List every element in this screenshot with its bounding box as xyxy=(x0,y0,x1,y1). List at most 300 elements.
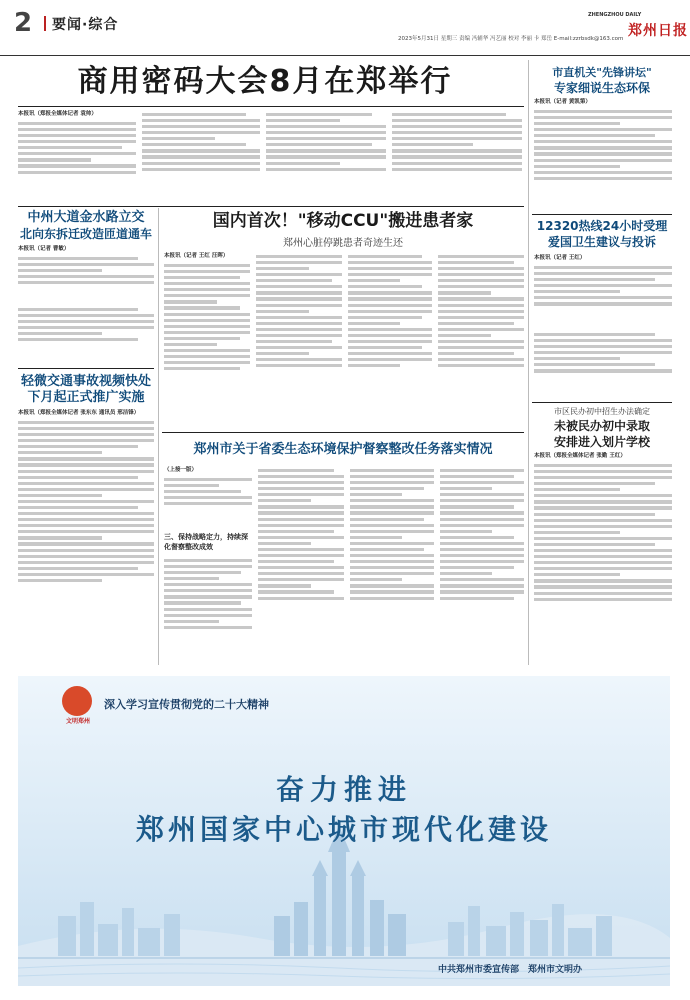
text-line xyxy=(534,488,620,491)
text-line xyxy=(534,579,672,582)
text-line xyxy=(534,266,672,269)
text-line xyxy=(534,284,672,287)
text-line xyxy=(256,334,342,337)
text-line xyxy=(142,162,260,165)
right-article1-lead: 本报讯（记者 黄凯第） xyxy=(534,99,591,105)
text-line xyxy=(258,590,334,593)
left-article2-lead: 本报讯（郑报全媒体记者 张东东 通讯员 邢洁锋） xyxy=(18,410,140,416)
text-line xyxy=(438,340,524,343)
text-line xyxy=(440,530,492,533)
text-line xyxy=(534,598,672,601)
text-line xyxy=(350,566,434,569)
text-line xyxy=(438,279,524,282)
text-line xyxy=(440,548,524,551)
text-line xyxy=(258,597,344,600)
text-line xyxy=(164,478,252,481)
text-line xyxy=(534,549,672,552)
text-line xyxy=(392,119,522,122)
left-article1-lead: 本报讯（记者 曹敏） xyxy=(18,246,70,252)
text-line xyxy=(18,146,122,149)
text-line xyxy=(534,470,672,473)
text-line xyxy=(534,537,672,540)
text-line xyxy=(392,155,522,158)
text-line xyxy=(348,310,432,313)
text-line xyxy=(164,601,241,604)
text-line xyxy=(350,548,424,551)
text-line xyxy=(258,554,344,557)
text-line xyxy=(18,433,154,436)
text-line xyxy=(256,261,342,264)
text-line xyxy=(164,595,252,598)
banner-slogan-line2: 郑州国家中心城市现代化建设 xyxy=(135,813,552,846)
text-line xyxy=(350,518,424,521)
right-article2-body-2 xyxy=(534,330,672,400)
left-article1-body xyxy=(18,245,154,303)
main-headline: 商用密码大会8月在郑举行 xyxy=(77,64,453,99)
text-line xyxy=(256,316,342,319)
text-line xyxy=(164,484,219,487)
column-separator xyxy=(158,208,159,665)
text-line xyxy=(18,470,154,473)
text-line xyxy=(258,566,344,569)
pinyin-name: ZHENGZHOU DAILY xyxy=(588,12,642,18)
text-line xyxy=(164,313,250,316)
text-line xyxy=(256,352,309,355)
text-line xyxy=(534,171,672,174)
masthead xyxy=(0,0,690,56)
text-line xyxy=(438,261,514,264)
text-line xyxy=(256,297,342,300)
text-line xyxy=(534,357,620,360)
banner-tagline: 深入学习宣传贯彻党的二十大精神 xyxy=(104,698,269,711)
text-line xyxy=(18,427,154,430)
text-line xyxy=(534,369,672,372)
text-line xyxy=(142,113,246,116)
text-line xyxy=(534,592,672,595)
text-line xyxy=(18,171,136,174)
text-line xyxy=(350,475,434,478)
text-line xyxy=(164,577,219,580)
text-line xyxy=(18,128,136,131)
text-line xyxy=(18,488,154,491)
text-line xyxy=(438,304,524,307)
text-line xyxy=(164,337,240,340)
text-line xyxy=(18,549,154,552)
text-line xyxy=(258,578,344,581)
main-article-col-2 xyxy=(142,110,260,202)
text-line xyxy=(438,267,524,270)
text-line xyxy=(256,285,342,288)
text-line xyxy=(18,263,154,266)
text-line xyxy=(18,457,154,460)
text-line xyxy=(438,285,524,288)
text-line xyxy=(438,255,524,258)
text-line xyxy=(258,518,344,521)
text-line xyxy=(392,143,473,146)
text-line xyxy=(256,346,342,349)
text-line xyxy=(534,494,672,497)
left-article1-body-2 xyxy=(18,305,154,365)
text-line xyxy=(18,573,154,576)
text-line xyxy=(534,543,655,546)
center-feature-col-2 xyxy=(256,252,342,428)
text-line xyxy=(266,131,386,134)
text-line xyxy=(164,282,250,285)
text-line xyxy=(164,367,240,370)
text-line xyxy=(440,560,524,563)
text-line xyxy=(350,542,434,545)
text-line xyxy=(534,573,620,576)
text-line xyxy=(534,122,620,125)
center-feature-col-3 xyxy=(348,252,432,428)
text-line xyxy=(18,476,138,479)
text-line xyxy=(438,358,524,361)
text-line xyxy=(440,475,514,478)
text-line xyxy=(258,548,344,551)
text-line xyxy=(142,131,260,134)
text-line xyxy=(18,140,136,143)
text-line xyxy=(348,279,400,282)
text-line xyxy=(440,590,524,593)
text-line xyxy=(348,328,432,331)
text-line xyxy=(164,325,250,328)
text-line xyxy=(18,512,154,515)
text-line xyxy=(392,149,522,152)
text-line xyxy=(534,110,672,113)
text-line xyxy=(266,137,386,140)
center-article2-col-3 xyxy=(350,466,434,664)
text-line xyxy=(350,487,424,490)
text-line xyxy=(348,352,432,355)
main-article-col-1 xyxy=(18,110,136,202)
text-line xyxy=(256,364,342,367)
text-line xyxy=(18,536,102,539)
text-line xyxy=(164,331,250,334)
page-number: 2 xyxy=(14,8,33,38)
text-line xyxy=(348,267,432,270)
text-line xyxy=(266,125,386,128)
text-line xyxy=(266,113,372,116)
text-line xyxy=(350,560,434,563)
text-line xyxy=(392,168,522,171)
right-article3-lead: 本报讯（郑报全媒体记者 张勤 王红） xyxy=(534,453,626,459)
text-line xyxy=(348,304,432,307)
text-line xyxy=(142,119,260,122)
text-line xyxy=(438,273,524,276)
center-feature-headline: 国内首次！"移动CCU"搬进患者家 xyxy=(212,211,474,231)
text-line xyxy=(142,125,260,128)
text-line xyxy=(18,421,154,424)
text-line xyxy=(534,177,672,180)
text-line xyxy=(348,261,432,264)
text-line xyxy=(348,316,422,319)
text-line xyxy=(258,542,311,545)
text-line xyxy=(440,493,524,496)
text-line xyxy=(350,590,434,593)
text-line xyxy=(258,499,311,502)
text-line xyxy=(164,306,240,309)
text-line xyxy=(18,463,154,466)
text-line xyxy=(350,511,434,514)
column-separator xyxy=(528,60,529,665)
text-line xyxy=(266,168,386,171)
text-line xyxy=(164,559,252,562)
text-line xyxy=(258,469,334,472)
text-line xyxy=(164,343,217,346)
text-line xyxy=(256,358,342,361)
right-article2-body xyxy=(534,254,672,330)
text-line xyxy=(348,340,432,343)
text-line xyxy=(164,571,241,574)
center-article2-col-1a xyxy=(164,466,252,530)
center-feature-subtitle: 郑州心脏停跳患者奇迹生还 xyxy=(283,238,403,249)
text-line xyxy=(392,131,522,134)
text-line xyxy=(164,276,240,279)
center-feature-col-4 xyxy=(438,252,524,428)
text-line xyxy=(350,524,434,527)
text-line xyxy=(534,272,672,275)
text-line xyxy=(164,319,250,322)
main-article-col-4 xyxy=(392,110,522,202)
page-name: 要闻·综合 xyxy=(52,14,118,34)
text-line xyxy=(18,579,102,582)
center-article2-section-heading: 三、保持战略定力，持续深化督察整改成效 xyxy=(164,533,248,551)
text-line xyxy=(266,162,340,165)
text-line xyxy=(164,270,250,273)
text-line xyxy=(350,536,402,539)
right-article2-title-1: 12320热线24小时受理 xyxy=(536,219,668,233)
text-line xyxy=(348,358,432,361)
text-line xyxy=(164,565,252,568)
text-line xyxy=(266,155,386,158)
text-line xyxy=(256,328,342,331)
text-line xyxy=(18,314,154,317)
text-line xyxy=(534,567,672,570)
text-line xyxy=(164,294,250,297)
text-line xyxy=(534,152,672,155)
text-line xyxy=(164,608,252,611)
center-article2-headline: 郑州市关于省委生态环境保护督察整改任务落实情况 xyxy=(193,442,493,457)
text-line xyxy=(348,297,432,300)
divider xyxy=(162,432,524,433)
text-line xyxy=(18,439,154,442)
text-line xyxy=(18,332,102,335)
right-article3-kicker: 市区民办初中招生办法确定 xyxy=(554,407,650,416)
text-line xyxy=(440,572,492,575)
right-article2-title-2: 爱国卫生建议与投诉 xyxy=(547,235,656,249)
text-line xyxy=(348,334,432,337)
text-line xyxy=(18,275,154,278)
banner-slogan-line1: 奋力推进 xyxy=(275,773,412,806)
text-line xyxy=(18,567,138,570)
text-line xyxy=(18,482,154,485)
newspaper-logo: 郑州日报 xyxy=(628,23,688,39)
text-line xyxy=(256,310,309,313)
text-line xyxy=(534,302,672,305)
text-line xyxy=(258,536,344,539)
text-line xyxy=(18,308,138,311)
text-line xyxy=(164,355,250,358)
text-line xyxy=(348,285,422,288)
text-line xyxy=(348,322,400,325)
text-line xyxy=(350,493,402,496)
text-line xyxy=(18,152,136,155)
text-line xyxy=(258,560,334,563)
text-line xyxy=(392,125,522,128)
text-line xyxy=(258,493,344,496)
text-line xyxy=(534,290,620,293)
text-line xyxy=(18,530,154,533)
text-line xyxy=(256,304,342,307)
text-line xyxy=(440,487,492,490)
text-line xyxy=(18,158,91,161)
text-line xyxy=(350,499,434,502)
left-article2-body xyxy=(18,409,154,665)
text-line xyxy=(440,542,524,545)
text-line xyxy=(258,487,344,490)
text-line xyxy=(440,469,524,472)
text-line xyxy=(18,542,154,545)
text-line xyxy=(18,326,154,329)
text-line xyxy=(348,364,400,367)
text-line xyxy=(534,339,672,342)
text-line xyxy=(18,500,154,503)
center-article2-col-4 xyxy=(440,466,524,664)
text-line xyxy=(534,555,672,558)
text-line xyxy=(18,506,138,509)
text-line xyxy=(534,165,620,168)
date-line: 2023年5月31日 星期三 责编 冯辅华 冯艺丽 校对 李丽 卡 郑岳 E-mail:zzrbsdk@163.com xyxy=(398,36,624,42)
text-line xyxy=(534,585,672,588)
text-line xyxy=(534,333,655,336)
text-line xyxy=(256,255,342,258)
text-line xyxy=(348,273,432,276)
text-line xyxy=(350,584,434,587)
text-line xyxy=(18,269,102,272)
text-line xyxy=(258,584,311,587)
text-line xyxy=(438,346,524,349)
text-line xyxy=(440,584,524,587)
text-line xyxy=(534,140,672,143)
text-line xyxy=(256,322,342,325)
text-line xyxy=(266,149,386,152)
text-line xyxy=(18,164,136,167)
text-line xyxy=(534,525,672,528)
text-line xyxy=(142,149,260,152)
text-line xyxy=(348,346,422,349)
text-line xyxy=(348,291,432,294)
text-line xyxy=(350,578,402,581)
text-line xyxy=(534,506,672,509)
text-line xyxy=(438,364,524,367)
text-line xyxy=(258,572,344,575)
text-line xyxy=(164,614,252,617)
text-line xyxy=(438,334,491,337)
center-article2-col-1b xyxy=(164,556,252,664)
public-service-banner xyxy=(18,676,670,986)
divider xyxy=(532,214,672,215)
text-line xyxy=(164,502,252,505)
text-line xyxy=(18,524,154,527)
text-line xyxy=(438,310,524,313)
text-line xyxy=(164,349,250,352)
text-line xyxy=(438,328,524,331)
text-line xyxy=(18,338,138,341)
text-line xyxy=(18,122,136,125)
left-article1-title-1: 中州大道金水路立交 xyxy=(27,210,145,225)
text-line xyxy=(534,146,672,149)
text-line xyxy=(256,291,342,294)
text-line xyxy=(534,278,655,281)
left-article2-title-2: 下月起正式推广实施 xyxy=(27,390,145,405)
text-line xyxy=(142,168,260,171)
main-article-lead: 本报讯（郑报全媒体记者 袁帅） xyxy=(18,111,97,117)
text-line xyxy=(534,519,672,522)
text-line xyxy=(440,518,524,521)
text-line xyxy=(18,134,136,137)
text-line xyxy=(18,494,102,497)
text-line xyxy=(438,297,524,300)
text-line xyxy=(18,555,154,558)
text-line xyxy=(258,511,344,514)
center-article2-lead: （上接一版） xyxy=(164,467,198,473)
text-line xyxy=(18,320,154,323)
text-line xyxy=(440,524,524,527)
text-line xyxy=(534,128,672,131)
text-line xyxy=(164,620,219,623)
text-line xyxy=(258,505,344,508)
text-line xyxy=(164,626,252,629)
left-article1-title-2: 北向东拆迁改造匝道通车 xyxy=(19,227,152,241)
text-line xyxy=(350,554,434,557)
text-line xyxy=(164,490,241,493)
text-line xyxy=(142,155,260,158)
text-line xyxy=(438,352,514,355)
text-line xyxy=(534,159,672,162)
text-line xyxy=(534,464,672,467)
civilization-badge-label: 文明郑州 xyxy=(65,718,90,725)
text-line xyxy=(534,363,655,366)
text-line xyxy=(392,137,522,140)
text-line xyxy=(350,469,434,472)
text-line xyxy=(350,530,434,533)
text-line xyxy=(534,116,672,119)
text-line xyxy=(438,291,491,294)
right-article3-title-2: 安排进入划片学校 xyxy=(553,435,650,449)
right-article1-title: 专家细说生态环保 xyxy=(553,81,650,95)
text-line xyxy=(440,505,514,508)
right-article1-body xyxy=(534,98,672,218)
text-line xyxy=(534,482,655,485)
text-line xyxy=(392,113,506,116)
text-line xyxy=(164,589,252,592)
text-line xyxy=(440,597,514,600)
divider xyxy=(532,402,672,403)
text-line xyxy=(266,143,372,146)
text-line xyxy=(440,536,514,539)
text-line xyxy=(534,351,672,354)
text-line xyxy=(258,475,344,478)
text-line xyxy=(350,481,434,484)
text-line xyxy=(534,531,620,534)
right-article2-lead: 本报讯（记者 王红） xyxy=(534,255,586,261)
text-line xyxy=(440,566,514,569)
text-line xyxy=(440,511,524,514)
text-line xyxy=(18,257,138,260)
text-line xyxy=(256,273,342,276)
text-line xyxy=(350,572,434,575)
text-line xyxy=(142,137,215,140)
